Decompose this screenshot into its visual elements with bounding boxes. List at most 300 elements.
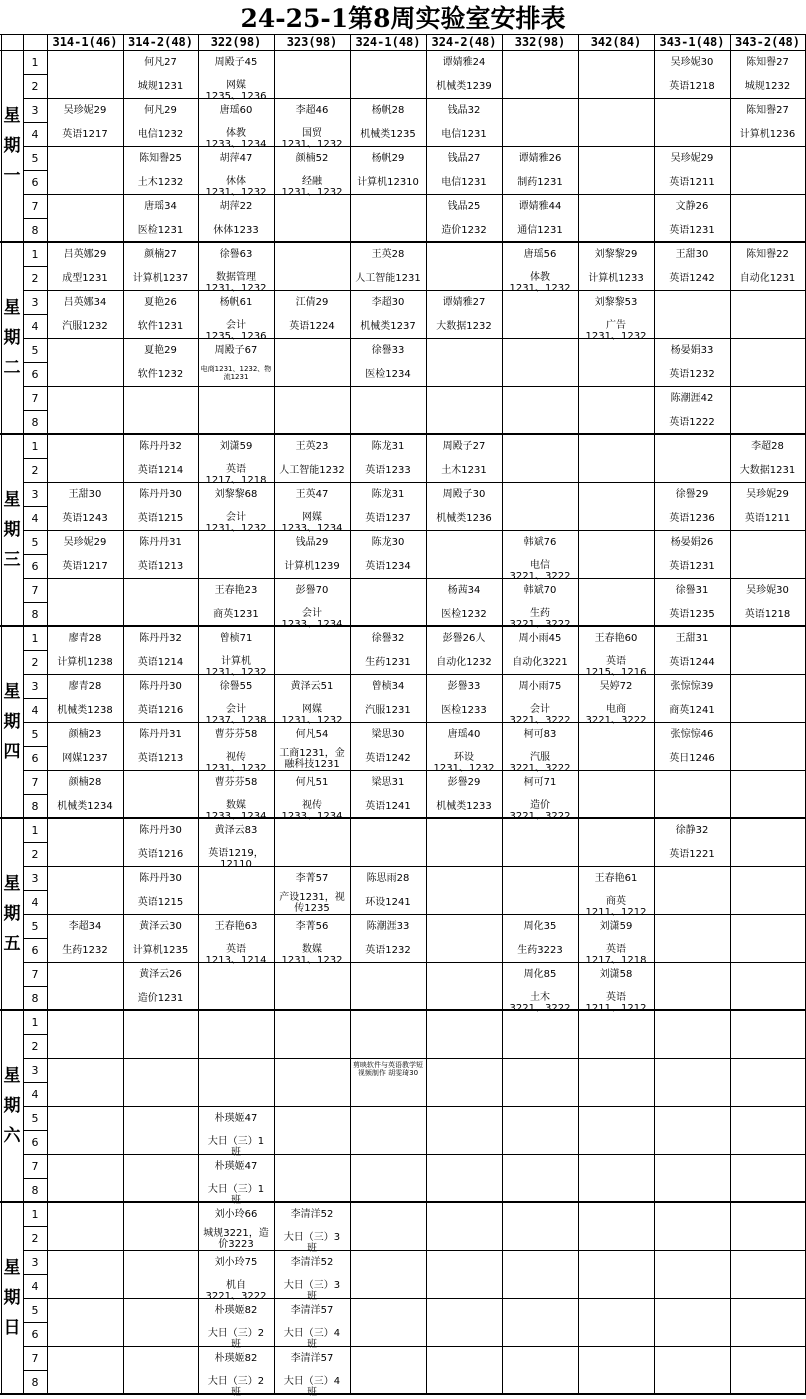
schedule-cell: 王甜31 bbox=[675, 633, 709, 644]
period-number: 2 bbox=[31, 463, 39, 477]
schedule-cell: 杨晏娟26 bbox=[670, 537, 714, 548]
schedule-cell: 英语1231 bbox=[669, 561, 715, 572]
schedule-cell: 吴珍妮29 bbox=[746, 489, 789, 500]
period-number: 4 bbox=[31, 703, 39, 717]
schedule-cell: 陈丹丹30 bbox=[139, 681, 182, 692]
schedule-cell: 徐譽55 bbox=[219, 681, 253, 692]
period-number: 6 bbox=[31, 1135, 39, 1149]
schedule-cell: 陈丹丹30 bbox=[139, 825, 182, 836]
period-number: 2 bbox=[31, 79, 39, 93]
grid-line bbox=[0, 1009, 806, 1011]
schedule-cell: 造价1231 bbox=[137, 993, 184, 1004]
schedule-cell: 刘潇59 bbox=[219, 441, 253, 452]
schedule-cell: 王春艳63 bbox=[214, 921, 258, 932]
schedule-cell: 医检1234 bbox=[365, 369, 411, 380]
schedule-cell: 陈丹丹31 bbox=[139, 537, 182, 548]
day-label-char: 星 bbox=[3, 874, 21, 894]
schedule-cell: 电信 3221、3222 bbox=[509, 560, 571, 582]
schedule-cell: 数据管理 1231、1232 bbox=[205, 272, 267, 294]
schedule-cell: 大日（三）3 班 bbox=[283, 1280, 341, 1302]
day-label bbox=[1, 50, 23, 242]
day-label-char: 星 bbox=[3, 1066, 21, 1086]
room-header: 324-2(48) bbox=[431, 35, 497, 49]
day-label-char: 一 bbox=[3, 166, 21, 186]
schedule-cell: 自动化1232 bbox=[436, 657, 492, 668]
period-number: 3 bbox=[31, 679, 39, 693]
schedule-cell: 何凡27 bbox=[144, 57, 177, 68]
day-label-char: 期 bbox=[3, 712, 21, 732]
schedule-cell: 土木 3221、3222 bbox=[509, 992, 571, 1014]
period-number: 2 bbox=[31, 271, 39, 285]
period-number: 1 bbox=[31, 823, 39, 837]
schedule-cell: 汽服 3221、3222 bbox=[509, 752, 571, 774]
schedule-cell: 李超34 bbox=[68, 921, 102, 932]
schedule-cell: 机械类1233 bbox=[436, 801, 492, 812]
schedule-cell: 机械类1235 bbox=[360, 129, 416, 140]
schedule-cell: 英语1244 bbox=[669, 657, 715, 668]
day-label bbox=[1, 1010, 23, 1202]
schedule-cell: 韩斌70 bbox=[523, 585, 557, 596]
schedule-cell: 英语1221 bbox=[669, 849, 715, 860]
schedule-cell: 吕英娜29 bbox=[63, 249, 107, 260]
schedule-cell: 城规1232 bbox=[744, 81, 791, 92]
schedule-cell: 计算机1239 bbox=[284, 561, 340, 572]
schedule-cell: 体教 1233、1234 bbox=[205, 128, 267, 150]
schedule-cell: 徐譽63 bbox=[219, 249, 253, 260]
period-number: 1 bbox=[31, 247, 39, 261]
schedule-cell: 柯可71 bbox=[523, 777, 557, 788]
period-number: 4 bbox=[31, 127, 39, 141]
schedule-cell: 数媒 1233、1234 bbox=[205, 800, 267, 822]
schedule-cell: 计算机 1231、1232 bbox=[205, 656, 267, 678]
schedule-cell: 视传 1231、1232 bbox=[205, 752, 267, 774]
schedule-cell: 生药1232 bbox=[62, 945, 108, 956]
schedule-cell: 英语1211 bbox=[669, 177, 715, 188]
schedule-cell: 机械类1237 bbox=[360, 321, 416, 332]
schedule-cell: 英语 1213、1214 bbox=[205, 944, 267, 966]
day-label bbox=[1, 434, 23, 626]
day-label-char: 期 bbox=[3, 136, 21, 156]
schedule-cell: 朴瑛姬82 bbox=[214, 1353, 258, 1364]
schedule-cell: 陈知譽27 bbox=[746, 57, 789, 68]
period-number: 1 bbox=[31, 55, 39, 69]
schedule-cell: 制药1231 bbox=[517, 177, 563, 188]
schedule-cell: 张惊惊46 bbox=[670, 729, 714, 740]
grid-line bbox=[0, 1393, 806, 1395]
schedule-cell: 颜楠23 bbox=[68, 729, 102, 740]
schedule-cell: 英语1243 bbox=[62, 513, 108, 524]
day-label-char: 三 bbox=[3, 550, 21, 570]
schedule-cell: 英日1246 bbox=[669, 753, 715, 764]
room-header: 314-1(46) bbox=[52, 35, 118, 49]
schedule-cell: 张惊惊39 bbox=[670, 681, 714, 692]
schedule-cell: 夏艳29 bbox=[144, 345, 177, 356]
period-number: 5 bbox=[31, 151, 39, 165]
schedule-cell: 陈潮涯33 bbox=[366, 921, 410, 932]
schedule-cell: 计算机1233 bbox=[588, 273, 644, 284]
schedule-cell: 机械类1239 bbox=[436, 81, 492, 92]
day-label-char: 星 bbox=[3, 106, 21, 126]
schedule-cell: 钱晶25 bbox=[447, 201, 481, 212]
schedule-cell: 杨晏娟33 bbox=[670, 345, 714, 356]
schedule-cell: 彭譽26人 bbox=[442, 633, 486, 644]
period-number: 2 bbox=[31, 655, 39, 669]
schedule-cell: 英语1215 bbox=[137, 897, 184, 908]
schedule-cell: 机械类1236 bbox=[436, 513, 492, 524]
room-header: 323(98) bbox=[286, 35, 338, 49]
period-number: 3 bbox=[31, 103, 39, 117]
schedule-cell: 医检1232 bbox=[441, 609, 487, 620]
schedule-cell: 环设1241 bbox=[365, 897, 411, 908]
period-number: 3 bbox=[31, 295, 39, 309]
schedule-cell: 大日（三）1 班 bbox=[207, 1184, 265, 1206]
period-number: 5 bbox=[31, 343, 39, 357]
schedule-cell: 英语1216 bbox=[137, 705, 184, 716]
schedule-cell: 人工智能1232 bbox=[279, 465, 345, 476]
period-number: 8 bbox=[31, 223, 39, 237]
schedule-cell: 汽服1232 bbox=[62, 321, 108, 332]
schedule-cell: 英语1213 bbox=[137, 561, 184, 572]
schedule-cell: 英语1234 bbox=[365, 561, 411, 572]
schedule-cell: 英语1211 bbox=[744, 513, 791, 524]
period-number: 4 bbox=[31, 319, 39, 333]
schedule-cell: 自动化3221 bbox=[512, 657, 568, 668]
schedule-cell: 英语1213 bbox=[137, 753, 184, 764]
schedule-cell: 计算机1238 bbox=[57, 657, 113, 668]
schedule-cell: 吴婷72 bbox=[599, 681, 633, 692]
schedule-cell: 周小雨75 bbox=[518, 681, 562, 692]
schedule-cell: 计算机1235 bbox=[132, 945, 189, 956]
schedule-cell: 吴珍妮30 bbox=[746, 585, 789, 596]
day-label-char: 星 bbox=[3, 490, 21, 510]
schedule-cell: 自动化1231 bbox=[739, 273, 796, 284]
period-number: 7 bbox=[31, 199, 39, 213]
schedule-cell: 周殿子30 bbox=[442, 489, 486, 500]
schedule-cell: 刘潇58 bbox=[599, 969, 633, 980]
schedule-cell: 网媒 1231、1232 bbox=[281, 704, 343, 726]
period-number: 6 bbox=[31, 367, 39, 381]
day-label-char: 四 bbox=[3, 742, 21, 762]
schedule-cell: 周化35 bbox=[523, 921, 557, 932]
schedule-cell: 吕英娜34 bbox=[63, 297, 107, 308]
schedule-cell: 王甜30 bbox=[675, 249, 709, 260]
period-number: 8 bbox=[31, 607, 39, 621]
schedule-cell: 何凡51 bbox=[295, 777, 329, 788]
schedule-cell: 彭譽33 bbox=[447, 681, 481, 692]
schedule-cell: 成型1231 bbox=[62, 273, 108, 284]
schedule-cell: 会计 1231、1232 bbox=[205, 512, 267, 534]
period-number: 3 bbox=[31, 1255, 39, 1269]
schedule-cell: 国贸 1231、1232 bbox=[281, 128, 343, 150]
schedule-cell: 土木1232 bbox=[137, 177, 184, 188]
schedule-cell: 英语1232 bbox=[669, 369, 715, 380]
schedule-cell: 何凡54 bbox=[295, 729, 329, 740]
day-label-char: 期 bbox=[3, 520, 21, 540]
room-header: 322(98) bbox=[210, 35, 262, 49]
room-header: 342(84) bbox=[590, 35, 642, 49]
schedule-cell: 英语1232 bbox=[365, 945, 411, 956]
schedule-cell: 刘黎黎68 bbox=[214, 489, 258, 500]
schedule-cell: 陈思雨28 bbox=[366, 873, 410, 884]
schedule-cell: 会计 3221、3222 bbox=[509, 704, 571, 726]
period-number: 8 bbox=[31, 799, 39, 813]
schedule-cell: 大日（三）2 班 bbox=[207, 1376, 265, 1398]
grid-line bbox=[23, 1106, 805, 1107]
schedule-cell: 城规1231 bbox=[137, 81, 184, 92]
schedule-cell: 大日（三）4 班 bbox=[283, 1376, 341, 1398]
schedule-cell: 计算机1236 bbox=[739, 129, 796, 140]
schedule-cell: 机自 3221、3222 bbox=[205, 1280, 267, 1302]
period-number: 8 bbox=[31, 991, 39, 1005]
schedule-cell: 陈知譽27 bbox=[746, 105, 789, 116]
schedule-cell: 商英1231 bbox=[213, 609, 259, 620]
schedule-cell: 计算机1237 bbox=[132, 273, 189, 284]
schedule-cell: 朴瑛姬47 bbox=[214, 1161, 258, 1172]
schedule-cell: 英语1222 bbox=[669, 417, 715, 428]
schedule-cell: 英语1216 bbox=[137, 849, 184, 860]
schedule-cell: 陈潮涯42 bbox=[670, 393, 714, 404]
schedule-cell: 谭婧雅27 bbox=[442, 297, 486, 308]
schedule-cell: 工商1231，金融科技1231 bbox=[279, 747, 345, 770]
schedule-cell: 刘小玲75 bbox=[214, 1257, 258, 1268]
schedule-cell: 彭譽70 bbox=[295, 585, 329, 596]
schedule-cell: 王英23 bbox=[295, 441, 329, 452]
day-label-char: 星 bbox=[3, 298, 21, 318]
schedule-cell: 钱晶27 bbox=[447, 153, 481, 164]
day-label bbox=[1, 1202, 23, 1394]
period-number: 2 bbox=[31, 847, 39, 861]
schedule-cell: 产设1231，视传1235 bbox=[279, 891, 345, 914]
schedule-cell: 英语1217 bbox=[62, 561, 108, 572]
schedule-cell: 剪映软件与英语教学短视频制作 胡雯琦30 bbox=[353, 1061, 423, 1077]
schedule-cell: 会计 1233、1234 bbox=[281, 608, 343, 630]
schedule-cell: 陈丹丹32 bbox=[139, 441, 182, 452]
schedule-cell: 视传 1233、1234 bbox=[281, 800, 343, 822]
schedule-cell: 廖青28 bbox=[68, 681, 102, 692]
schedule-cell: 造价1232 bbox=[441, 225, 487, 236]
day-label-char: 日 bbox=[3, 1318, 21, 1338]
schedule-cell: 英语1224 bbox=[289, 321, 335, 332]
schedule-cell: 电商 3221、3222 bbox=[585, 704, 647, 726]
schedule-cell: 谭婧雅44 bbox=[518, 201, 562, 212]
grid-line bbox=[23, 1298, 805, 1299]
schedule-cell: 曹芬芬58 bbox=[214, 729, 258, 740]
schedule-cell: 汽服1231 bbox=[365, 705, 411, 716]
room-header: 324-1(48) bbox=[355, 35, 421, 49]
schedule-cell: 英语1231 bbox=[669, 225, 715, 236]
grid-line bbox=[23, 1250, 805, 1251]
room-header: 343-2(48) bbox=[734, 35, 801, 49]
schedule-cell: 朴瑛姬47 bbox=[214, 1113, 258, 1124]
period-number: 8 bbox=[31, 1375, 39, 1389]
schedule-cell: 夏艳26 bbox=[144, 297, 177, 308]
period-number: 4 bbox=[31, 511, 39, 525]
schedule-cell: 英语1214 bbox=[137, 657, 184, 668]
schedule-cell: 英语 1215、1216 bbox=[585, 656, 647, 678]
day-label bbox=[1, 818, 23, 1010]
period-number: 5 bbox=[31, 727, 39, 741]
schedule-cell: 黄泽云30 bbox=[139, 921, 182, 932]
period-number: 5 bbox=[31, 1303, 39, 1317]
schedule-cell: 文静26 bbox=[675, 201, 709, 212]
schedule-cell: 李清洋52 bbox=[290, 1209, 334, 1220]
period-number: 7 bbox=[31, 775, 39, 789]
schedule-cell: 徐譽33 bbox=[371, 345, 405, 356]
schedule-cell: 朴瑛姬82 bbox=[214, 1305, 258, 1316]
schedule-cell: 英语1219， 12110 bbox=[208, 848, 264, 870]
schedule-cell: 大数据1232 bbox=[436, 321, 492, 332]
schedule-cell: 陈丹丹30 bbox=[139, 873, 182, 884]
period-number: 4 bbox=[31, 1279, 39, 1293]
schedule-cell: 英语1236 bbox=[669, 513, 715, 524]
schedule-cell: 黄泽云51 bbox=[290, 681, 334, 692]
schedule-cell: 土木1231 bbox=[441, 465, 487, 476]
schedule-cell: 环设 1231、1232 bbox=[433, 752, 495, 774]
period-number: 1 bbox=[31, 1015, 39, 1029]
schedule-cell: 胡萍22 bbox=[219, 201, 253, 212]
schedule-cell: 颜楠52 bbox=[295, 153, 329, 164]
schedule-cell: 陈知譽25 bbox=[139, 153, 182, 164]
day-label-char: 六 bbox=[3, 1126, 21, 1146]
schedule-cell: 经融 1231、1232 bbox=[281, 176, 343, 198]
period-number: 4 bbox=[31, 1087, 39, 1101]
day-label-char: 星 bbox=[3, 1258, 21, 1278]
schedule-cell: 网媒 1235、1236 bbox=[205, 80, 267, 102]
period-number: 3 bbox=[31, 487, 39, 501]
schedule-cell: 杨茜34 bbox=[447, 585, 481, 596]
sheet-title: 24-25-1第8周实验室安排表 bbox=[240, 4, 566, 33]
schedule-cell: 杨帆28 bbox=[371, 105, 405, 116]
period-number: 6 bbox=[31, 943, 39, 957]
schedule-cell: 英语1241 bbox=[365, 801, 411, 812]
schedule-cell: 胡萍47 bbox=[219, 153, 253, 164]
day-label-char: 二 bbox=[3, 358, 21, 378]
schedule-cell: 曾桢71 bbox=[219, 633, 253, 644]
schedule-cell: 颜楠28 bbox=[68, 777, 102, 788]
schedule-cell: 陈龙31 bbox=[371, 441, 405, 452]
schedule-cell: 吴珍妮30 bbox=[670, 57, 714, 68]
schedule-cell: 梁思31 bbox=[371, 777, 405, 788]
schedule-cell: 英语1242 bbox=[669, 273, 715, 284]
schedule-cell: 软件1231 bbox=[137, 321, 184, 332]
room-header: 332(98) bbox=[514, 35, 566, 49]
period-number: 1 bbox=[31, 1207, 39, 1221]
schedule-cell: 李清洋52 bbox=[290, 1257, 334, 1268]
schedule-cell: 机械类1238 bbox=[57, 705, 113, 716]
schedule-cell: 电信1232 bbox=[137, 129, 184, 140]
schedule-cell: 城规3221，造价3223 bbox=[203, 1227, 269, 1250]
schedule-cell: 何凡29 bbox=[144, 105, 177, 116]
period-number: 5 bbox=[31, 1111, 39, 1125]
period-number: 1 bbox=[31, 631, 39, 645]
schedule-cell: 彭譽29 bbox=[447, 777, 481, 788]
schedule-cell: 吴珍妮29 bbox=[63, 105, 107, 116]
schedule-cell: 黄泽云26 bbox=[139, 969, 182, 980]
schedule-cell: 大日（三）2 班 bbox=[207, 1328, 265, 1350]
day-label-char: 五 bbox=[3, 934, 21, 954]
schedule-cell: 钱晶29 bbox=[295, 537, 329, 548]
schedule-cell: 刘黎黎53 bbox=[594, 297, 638, 308]
schedule-cell: 广告 1231、1232 bbox=[585, 320, 647, 342]
period-number: 6 bbox=[31, 1327, 39, 1341]
schedule-cell: 唐瑶56 bbox=[523, 249, 557, 260]
period-number: 8 bbox=[31, 415, 39, 429]
schedule-cell: 陈丹丹31 bbox=[139, 729, 182, 740]
period-number: 5 bbox=[31, 535, 39, 549]
day-label-char: 期 bbox=[3, 904, 21, 924]
period-number: 7 bbox=[31, 967, 39, 981]
grid-line bbox=[0, 34, 806, 35]
grid-line bbox=[23, 1346, 805, 1347]
schedule-cell: 英语1233 bbox=[365, 465, 411, 476]
schedule-cell: 数媒 1231、1232 bbox=[281, 944, 343, 966]
schedule-cell: 王甜30 bbox=[68, 489, 102, 500]
grid-line bbox=[730, 34, 731, 1394]
schedule-cell: 谭婧雅26 bbox=[518, 153, 562, 164]
schedule-cell: 李清洋57 bbox=[290, 1305, 334, 1316]
period-number: 2 bbox=[31, 1039, 39, 1053]
schedule-cell: 刘小玲66 bbox=[214, 1209, 258, 1220]
schedule-cell: 通信1231 bbox=[517, 225, 563, 236]
schedule-cell: 医检1233 bbox=[441, 705, 487, 716]
period-number: 3 bbox=[31, 1063, 39, 1077]
day-label-char: 期 bbox=[3, 328, 21, 348]
schedule-cell: 软件1232 bbox=[137, 369, 184, 380]
schedule-cell: 英语1218 bbox=[744, 609, 791, 620]
period-number: 8 bbox=[31, 1183, 39, 1197]
schedule-cell: 王春艳23 bbox=[214, 585, 258, 596]
schedule-cell: 英语 1211、1212 bbox=[585, 992, 647, 1014]
schedule-cell: 李清洋57 bbox=[290, 1353, 334, 1364]
period-number: 3 bbox=[31, 871, 39, 885]
schedule-cell: 英语1217 bbox=[62, 129, 108, 140]
schedule-cell: 王春艳60 bbox=[594, 633, 638, 644]
schedule-cell: 唐瑶34 bbox=[144, 201, 177, 212]
grid-line bbox=[23, 1154, 805, 1155]
schedule-cell: 李超46 bbox=[295, 105, 329, 116]
schedule-cell: 周小雨45 bbox=[518, 633, 562, 644]
schedule-cell: 大日（三）3 班 bbox=[283, 1232, 341, 1254]
schedule-cell: 陈龙31 bbox=[371, 489, 405, 500]
day-label-char: 期 bbox=[3, 1096, 21, 1116]
period-number: 7 bbox=[31, 1159, 39, 1173]
schedule-cell: 陈龙30 bbox=[371, 537, 405, 548]
schedule-cell: 英语1235 bbox=[669, 609, 715, 620]
schedule-cell: 会计 1235、1236 bbox=[205, 320, 267, 342]
schedule-cell: 柯可83 bbox=[523, 729, 557, 740]
schedule-cell: 大日（三）4 班 bbox=[283, 1328, 341, 1350]
schedule-cell: 大日（三）1 班 bbox=[207, 1136, 265, 1158]
schedule-cell: 英语1237 bbox=[365, 513, 411, 524]
schedule-cell: 陈丹丹32 bbox=[139, 633, 182, 644]
schedule-cell: 江倩29 bbox=[295, 297, 329, 308]
schedule-cell: 机械类1234 bbox=[57, 801, 113, 812]
schedule-cell: 廖青28 bbox=[68, 633, 102, 644]
day-label bbox=[1, 626, 23, 818]
schedule-cell: 刘潇59 bbox=[599, 921, 633, 932]
period-number: 1 bbox=[31, 439, 39, 453]
schedule-cell: 陈知譽22 bbox=[746, 249, 789, 260]
schedule-cell: 唐瑶60 bbox=[219, 105, 253, 116]
schedule-cell: 造价 3221、3222 bbox=[509, 800, 571, 822]
schedule-cell: 电信1231 bbox=[441, 129, 487, 140]
schedule-cell: 大数据1231 bbox=[739, 465, 796, 476]
schedule-cell: 电商1231、1232、物流1231 bbox=[200, 365, 272, 381]
day-label bbox=[1, 242, 23, 434]
schedule-cell: 生药 3221、3222 bbox=[509, 608, 571, 630]
schedule-cell: 休体1233 bbox=[213, 225, 259, 236]
schedule-cell: 周殿子67 bbox=[214, 345, 258, 356]
